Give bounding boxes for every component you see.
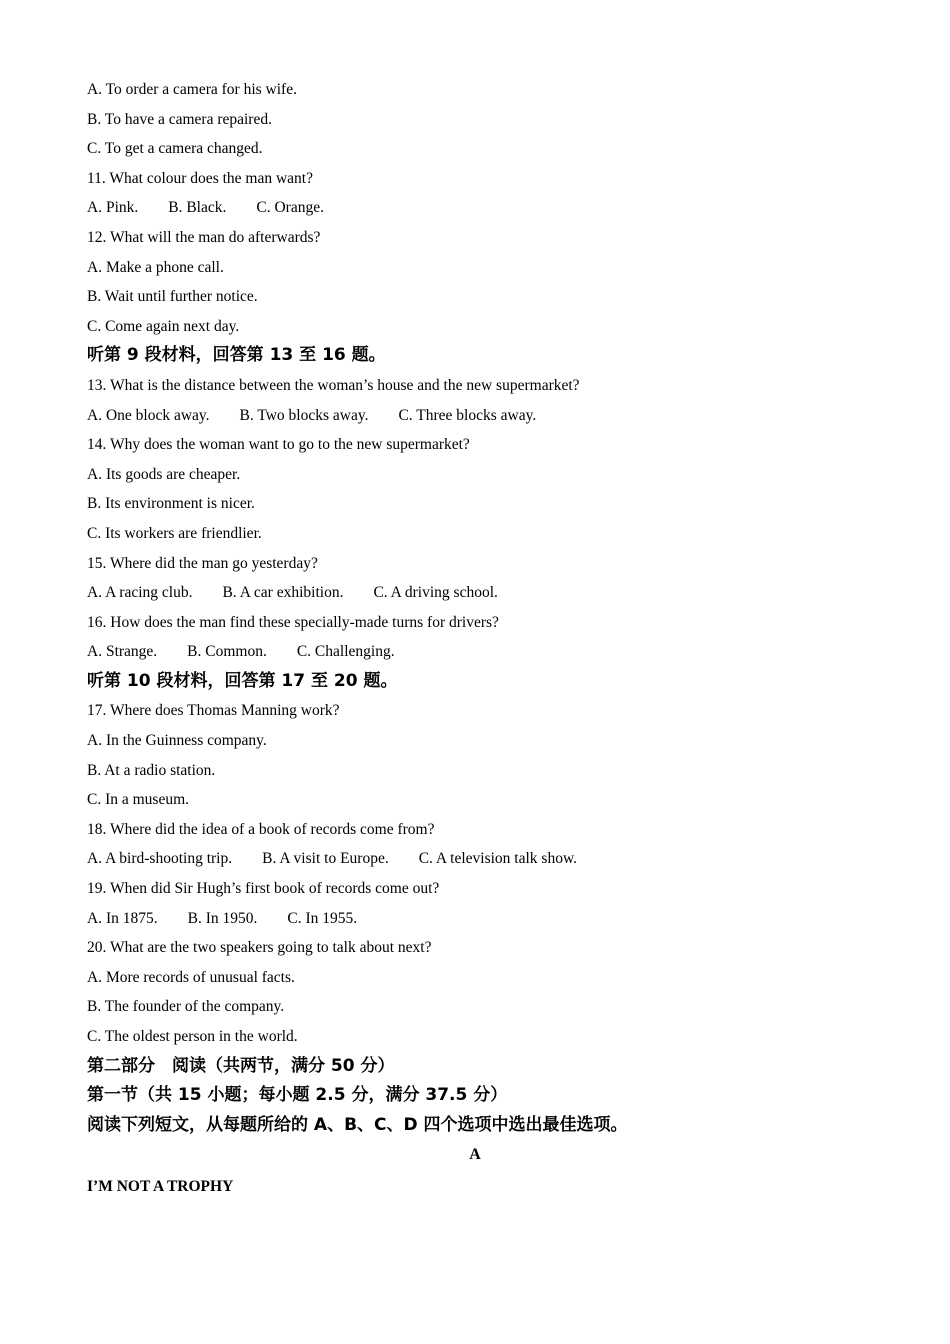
q15-option-a: A. A racing club. [87,584,193,602]
q17-option-c: C. In a museum. [87,791,190,809]
q19-options [87,904,867,934]
q10-option-b: B. To have a camera repaired. [87,110,272,128]
q20-question: 20. What are the two speakers going to talk about next? [87,939,432,957]
q19-option-a: A. In 1875. [87,909,158,927]
q14-option-a: A. Its goods are cheaper. [87,465,241,483]
q18-option-a: A. A bird-shooting trip. [87,850,233,868]
q13-option-a: A. One block away. [87,406,210,424]
q11-option-b: B. Black. [168,199,227,217]
q16-option-a: A. Strange. [87,643,158,661]
q16-option-b: B. Common. [187,643,267,661]
q12-option-c: C. Come again next day. [87,317,240,335]
q11-option-c: C. Orange. [256,199,324,217]
q13-option-b: B. Two blocks away. [239,406,369,424]
q15-option-c: C. A driving school. [373,584,498,602]
q17-question: 17. Where does Thomas Manning work? [87,702,340,720]
q12-question: 12. What will the man do afterwards? [87,228,321,246]
q10-option-c: C. To get a camera changed. [87,140,263,158]
section-10-heading: 听第 10 段材料，回答第 17 至 20 题。 [87,670,398,691]
part-2-instruction: 阅读下列短文，从每题所给的 A、B、C、D 四个选项中选出最佳选项。 [87,1114,628,1135]
passage-letter: A [469,1146,481,1164]
part-2-section-1-heading: 第一节（共 15 小题；每小题 2.5 分，满分 37.5 分） [87,1085,508,1106]
q14-option-c: C. Its workers are friendlier. [87,524,262,542]
section-9-heading: 听第 9 段材料，回答第 13 至 16 题。 [87,345,386,366]
q17-option-a: A. In the Guinness company. [87,732,267,750]
q20-option-a: A. More records of unusual facts. [87,968,295,986]
q19-option-b: B. In 1950. [187,909,258,927]
q18-question: 18. Where did the idea of a book of records come from? [87,820,435,838]
q11-option-a: A. Pink. [87,199,139,217]
q11-question: 11. What colour does the man want? [87,169,313,187]
q15-options [87,578,867,608]
q13-question: 13. What is the distance between the woman’s house and the new supermarket? [87,376,580,394]
q16-option-c: C. Challenging. [296,643,395,661]
q15-option-b: B. A car exhibition. [222,584,344,602]
q18-options [87,844,867,874]
q14-option-b: B. Its environment is nicer. [87,495,255,513]
exam-page [87,75,867,1204]
q13-options [87,401,867,431]
q11-options [87,193,867,223]
q19-option-c: C. In 1955. [287,909,358,927]
q20-option-c: C. The oldest person in the world. [87,1028,298,1045]
q10-option-a: A. To order a camera for his wife. [87,81,297,98]
q16-question: 16. How does the man find these specially-made turns for drivers? [87,613,499,631]
q12-option-a: A. Make a phone call. [87,258,224,276]
q19-question: 19. When did Sir Hugh’s first book of records come out? [87,880,440,898]
q12-option-b: B. Wait until further notice. [87,288,258,306]
q16-options [87,637,867,667]
q20-option-b: B. The founder of the company. [87,998,285,1016]
passage-title: I’M NOT A TROPHY [87,1177,234,1195]
q15-question: 15. Where did the man go yesterday? [87,554,318,572]
q18-option-b: B. A visit to Europe. [262,850,389,868]
q18-option-c: C. A television talk show. [418,850,578,868]
q14-question: 14. Why does the woman want to go to the new supermarket? [87,436,470,454]
part-2-heading: 第二部分 阅读（共两节，满分 50 分） [87,1055,395,1076]
q17-option-b: B. At a radio station. [87,761,216,779]
q13-option-c: C. Three blocks away. [398,406,537,424]
